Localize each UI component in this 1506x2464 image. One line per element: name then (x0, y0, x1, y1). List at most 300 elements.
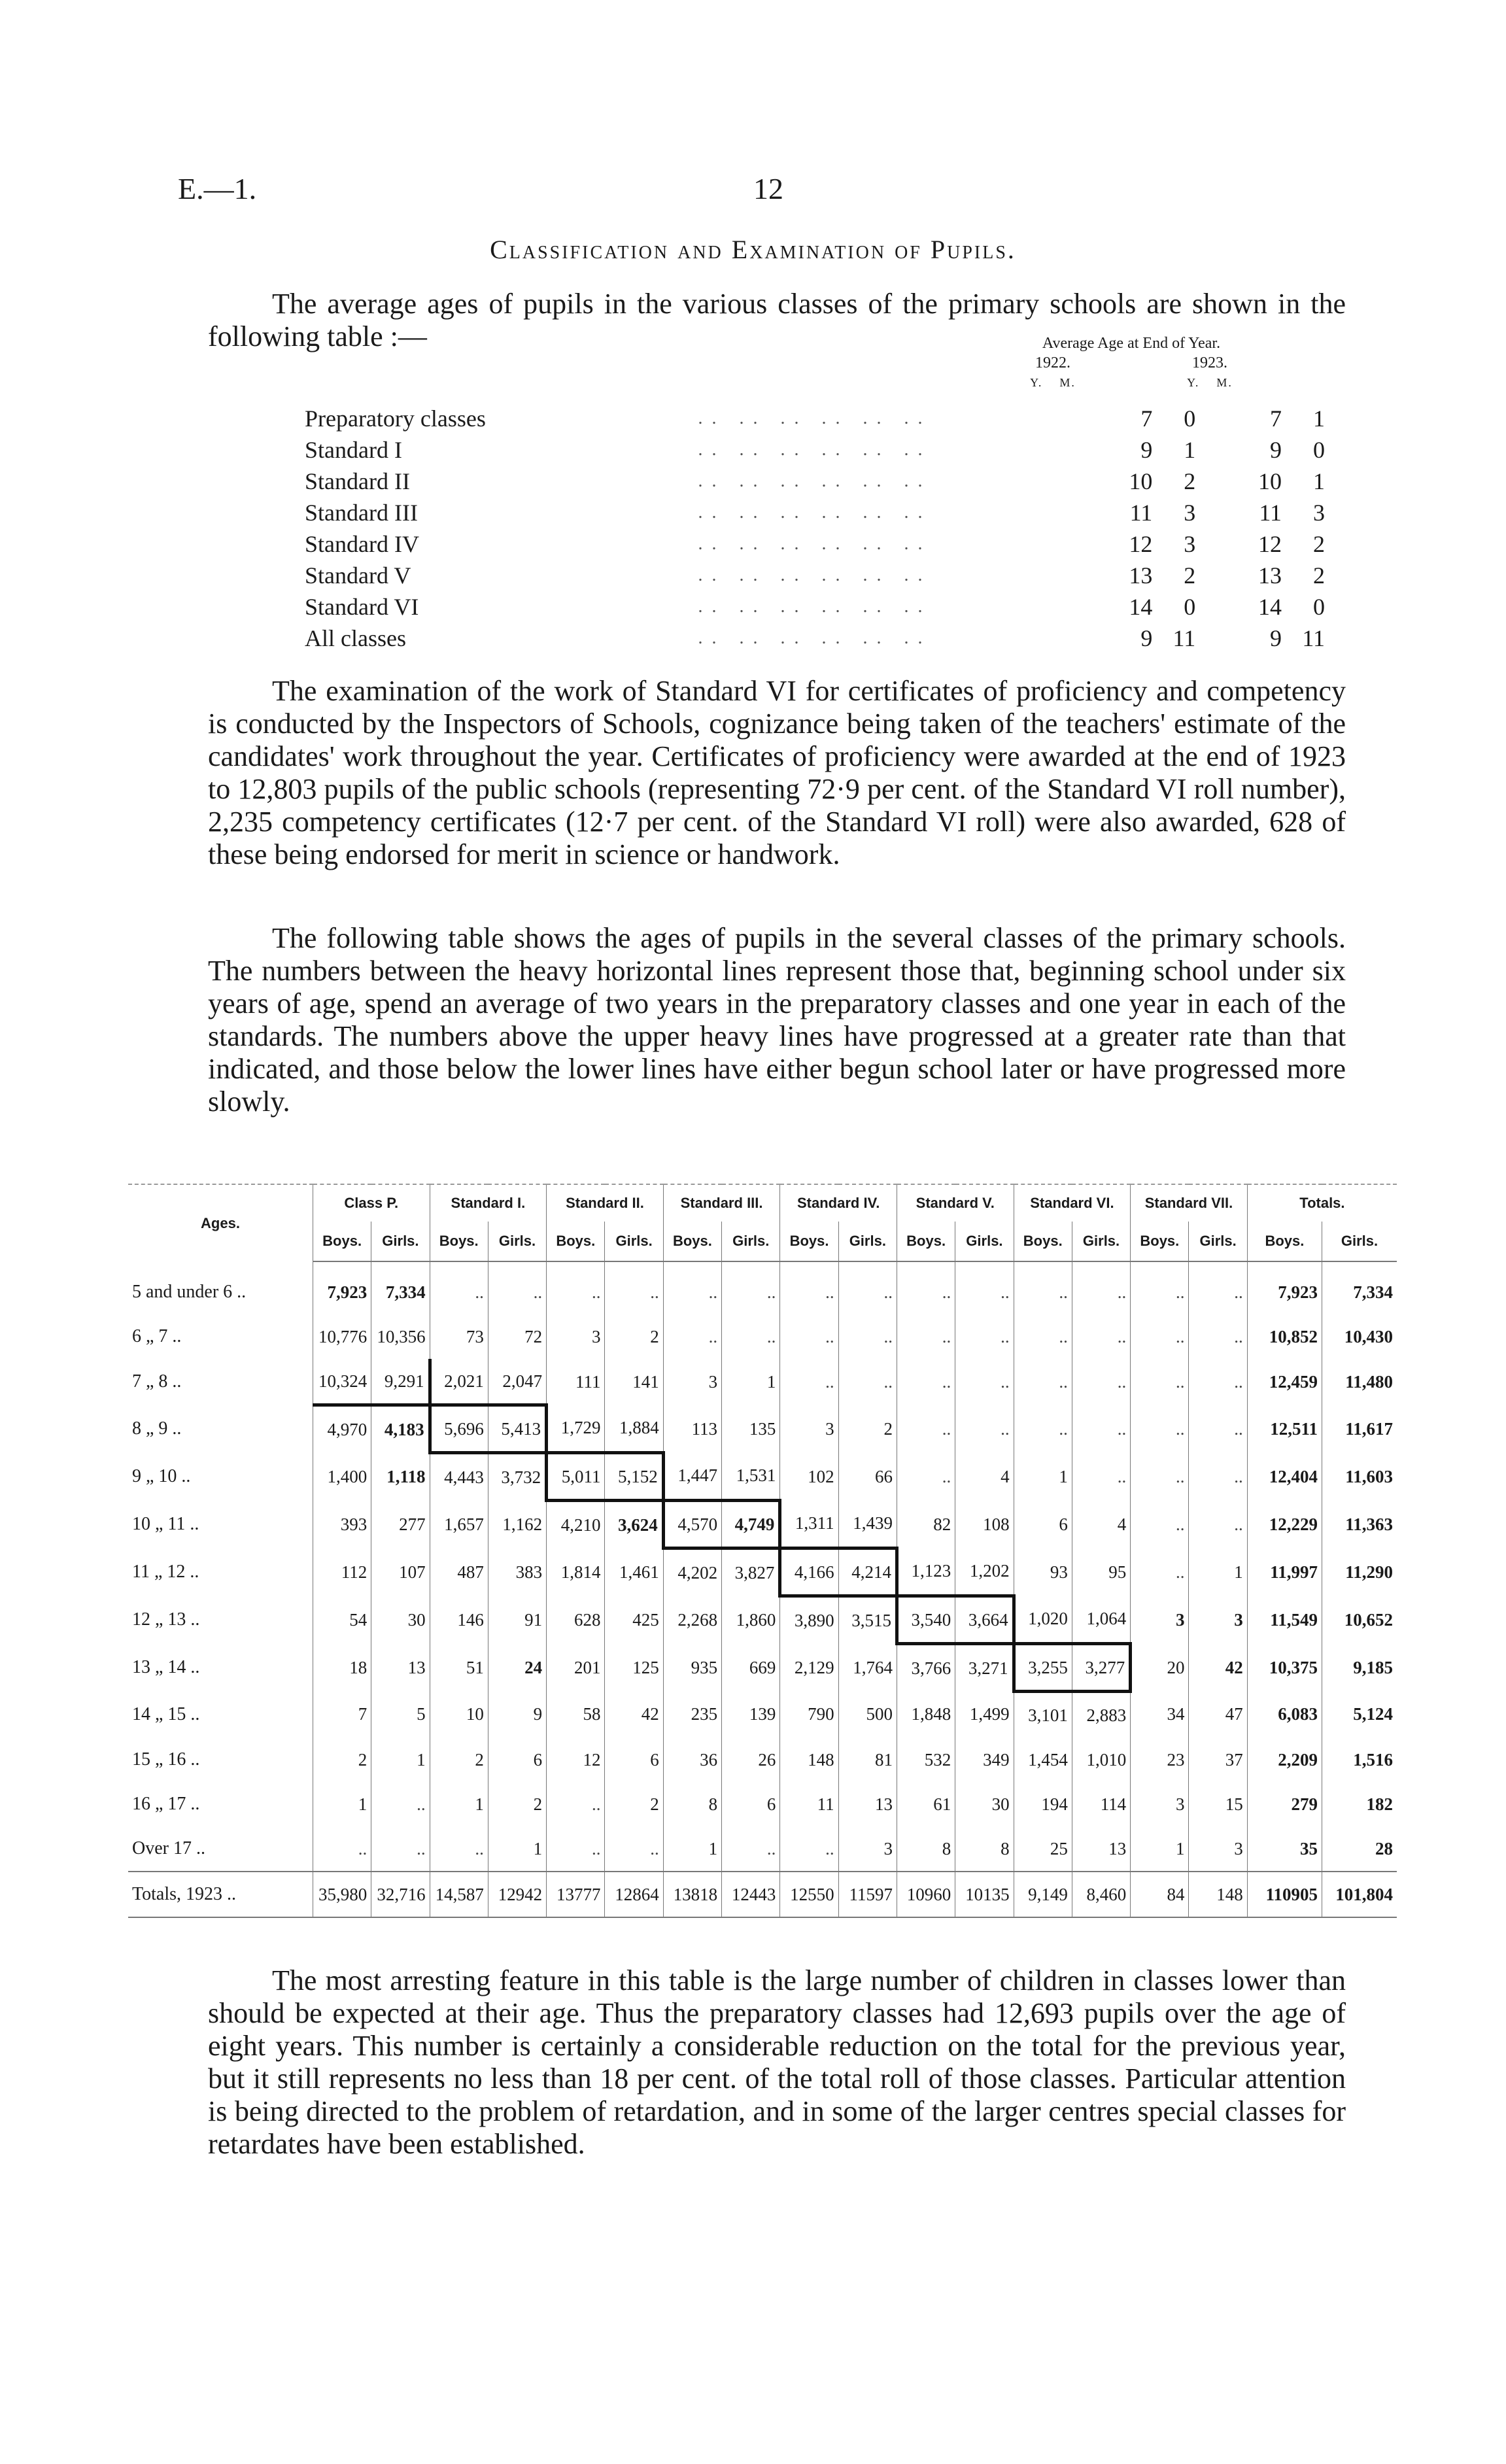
age-label: 5 and under 6 .. (132, 1281, 247, 1302)
boys-cell: 1 (313, 1782, 371, 1826)
age-value-y1922: 9 (1140, 437, 1153, 463)
age-label: Over 17 .. (132, 1838, 205, 1858)
girls-cell: 12864 (605, 1872, 663, 1917)
girls-cell: 2 (605, 1314, 663, 1359)
age-label: 6 „ 7 .. (132, 1326, 182, 1346)
age-value-m1922: 3 (1184, 500, 1196, 526)
table-row (128, 1737, 1397, 1782)
class-label: Standard V (305, 562, 411, 589)
average-age-row (305, 497, 1325, 528)
boys-cell: .. (780, 1359, 838, 1405)
age-value-m1923: 2 (1313, 531, 1325, 557)
boys-cell: .. (313, 1826, 371, 1872)
boys-cell: 1,311 (780, 1501, 838, 1549)
boys-cell: 3 (1131, 1782, 1189, 1826)
spacer (1195, 403, 1239, 434)
boys-cell: 4,166 (780, 1549, 838, 1596)
girls-cell: .. (371, 1782, 430, 1826)
table-row (128, 1314, 1397, 1359)
boys-cell: 8 (897, 1826, 955, 1872)
girls-cell: 3,277 (1072, 1644, 1130, 1692)
leader-dots: .. .. .. .. .. .. (698, 502, 932, 522)
leader-dots: .. .. .. .. .. .. (698, 534, 932, 554)
girls-cell: 4,214 (838, 1549, 897, 1596)
girls-cell: .. (838, 1261, 897, 1314)
ages-header: Ages. (128, 1184, 313, 1261)
group-header: Standard V. (897, 1184, 1014, 1222)
unit-y: Y. (1030, 376, 1043, 389)
class-label: Standard II (305, 468, 410, 494)
boys-cell: 3,890 (780, 1596, 838, 1644)
boys-cell: 7,923 (1247, 1261, 1322, 1314)
leader-dots: .. .. .. .. .. .. (698, 471, 932, 491)
age-label: 15 „ 16 .. (132, 1749, 200, 1770)
average-age-rows (305, 403, 1325, 654)
boys-cell: 1,123 (897, 1549, 955, 1596)
girls-cell: 13 (1072, 1826, 1130, 1872)
boys-header: Boys. (313, 1222, 371, 1261)
boys-cell: .. (547, 1261, 605, 1314)
age-label: 9 „ 10 .. (132, 1466, 191, 1486)
boys-cell: .. (1014, 1359, 1072, 1405)
girls-cell: 3,271 (955, 1644, 1014, 1692)
boys-cell: 1,020 (1014, 1596, 1072, 1644)
boys-cell: 11,549 (1247, 1596, 1322, 1644)
group-header: Standard VI. (1014, 1184, 1131, 1222)
group-header: Standard II. (547, 1184, 664, 1222)
age-value-m1922: 3 (1184, 531, 1196, 557)
group-header: Standard IV. (780, 1184, 897, 1222)
girls-cell: 1,162 (488, 1501, 546, 1549)
girls-cell: 383 (488, 1549, 546, 1596)
boys-cell: 1,447 (663, 1453, 721, 1501)
boys-cell: 12,511 (1247, 1405, 1322, 1453)
age-value-m1923: 3 (1313, 500, 1325, 526)
class-label: Standard IV (305, 531, 419, 557)
girls-cell: 349 (955, 1737, 1014, 1782)
boys-cell: 201 (547, 1644, 605, 1692)
age-label: Totals, 1923 .. (128, 1872, 313, 1917)
girls-cell: .. (1072, 1453, 1130, 1501)
girls-cell: 10,356 (371, 1314, 430, 1359)
boys-cell: 12 (547, 1737, 605, 1782)
boys-cell: 4,210 (547, 1501, 605, 1549)
girls-cell: 1,499 (955, 1692, 1014, 1738)
girls-cell: 5,413 (488, 1405, 546, 1453)
boys-cell: 3,540 (897, 1596, 955, 1644)
boys-cell: 51 (430, 1644, 488, 1692)
boys-cell: .. (663, 1314, 721, 1359)
group-header: Standard I. (430, 1184, 547, 1222)
age-label: 11 „ 12 .. (132, 1562, 199, 1582)
boys-cell: 111 (547, 1359, 605, 1405)
intro-text: The average ages of pupils in the various classes of the primary schools are shown in the following table :— (208, 288, 1346, 352)
boys-cell: 10 (430, 1692, 488, 1738)
age-label: 10 „ 11 .. (132, 1514, 199, 1534)
age-value-m1922: 11 (1172, 625, 1196, 651)
leader-dots: .. .. .. .. .. .. (698, 596, 932, 617)
leader-dots: .. .. .. .. .. .. (698, 439, 932, 460)
age-value-y1923: 11 (1259, 500, 1282, 526)
spacer (1195, 623, 1239, 654)
boys-cell: 5,011 (547, 1453, 605, 1501)
girls-cell: 13 (371, 1644, 430, 1692)
girls-cell: 3,664 (955, 1596, 1014, 1644)
girls-cell: 11,290 (1322, 1549, 1397, 1596)
girls-header: Girls. (955, 1222, 1014, 1261)
age-value-m1922: 0 (1184, 594, 1196, 620)
age-value-y1923: 9 (1270, 437, 1282, 463)
year-row (974, 353, 1288, 373)
boys-cell: 12550 (780, 1872, 838, 1917)
age-label: 16 „ 17 .. (132, 1794, 200, 1814)
boys-cell: .. (547, 1826, 605, 1872)
table-row (128, 1644, 1397, 1692)
boys-cell: .. (547, 1782, 605, 1826)
boys-cell: 146 (430, 1596, 488, 1644)
table-row (128, 1501, 1397, 1549)
girls-cell: 1 (371, 1737, 430, 1782)
boys-cell: 194 (1014, 1782, 1072, 1826)
girls-cell: 3,624 (605, 1501, 663, 1549)
girls-cell: 148 (1189, 1872, 1247, 1917)
average-age-caption-text: Average Age at End of Year. (1042, 335, 1221, 352)
girls-cell: 107 (371, 1549, 430, 1596)
totals-row (128, 1872, 1397, 1917)
girls-cell: 6 (722, 1782, 780, 1826)
age-value-m1923: 0 (1313, 437, 1325, 463)
girls-cell: 66 (838, 1453, 897, 1501)
group-header-row (128, 1184, 1397, 1222)
boys-cell: .. (1131, 1501, 1189, 1549)
ages-paragraph-text: The following table shows the ages of pupils in the several classes of the primary schools. The numbers between the heavy horizontal lines represent those that, beginning school under six years of age, spend an average of two years in the preparatory classes and one year in each of the standards. The numbers above the upper heavy lines have progressed at a greater rate than that indicated, and those below the lower lines have either begun school later or have progressed more slowly. (208, 922, 1346, 1118)
girls-cell: .. (1189, 1405, 1247, 1453)
group-header: Standard VII. (1131, 1184, 1248, 1222)
spacer (1195, 560, 1239, 591)
year-1922: 1922. (1035, 354, 1070, 371)
boys-cell: 12,459 (1247, 1359, 1322, 1405)
boys-cell: 10,324 (313, 1359, 371, 1405)
boys-cell: 73 (430, 1314, 488, 1359)
boys-cell: 35 (1247, 1826, 1322, 1872)
girls-cell: 2 (605, 1782, 663, 1826)
section-heading: Classification and Examination of Pupils. (490, 235, 1016, 264)
girls-cell: .. (722, 1314, 780, 1359)
age-value-y1923: 7 (1270, 405, 1282, 432)
boys-cell: .. (1131, 1314, 1189, 1359)
girls-cell: 30 (955, 1782, 1014, 1826)
girls-header: Girls. (371, 1222, 430, 1261)
average-age-row (305, 466, 1325, 497)
average-age-row (305, 403, 1325, 434)
boys-header: Boys. (430, 1222, 488, 1261)
boys-cell: .. (1131, 1453, 1189, 1501)
girls-cell: 125 (605, 1644, 663, 1692)
girls-cell: 7,334 (371, 1261, 430, 1314)
girls-cell: .. (838, 1359, 897, 1405)
girls-cell: 4,183 (371, 1405, 430, 1453)
girls-cell: 9,185 (1322, 1644, 1397, 1692)
boys-cell: 10,776 (313, 1314, 371, 1359)
average-age-row (305, 528, 1325, 560)
age-value-y1922: 9 (1140, 625, 1153, 651)
age-label: 8 „ 9 .. (132, 1418, 182, 1439)
girls-cell: 3 (1189, 1826, 1247, 1872)
boys-cell: 235 (663, 1692, 721, 1738)
girls-cell: 11597 (838, 1872, 897, 1917)
boys-cell: 532 (897, 1737, 955, 1782)
boys-cell: 4,202 (663, 1549, 721, 1596)
girls-cell: .. (1189, 1314, 1247, 1359)
girls-cell: 11,617 (1322, 1405, 1397, 1453)
boys-cell: 54 (313, 1596, 371, 1644)
girls-cell: 6 (488, 1737, 546, 1782)
boys-header: Boys. (897, 1222, 955, 1261)
girls-cell: 32,716 (371, 1872, 430, 1917)
girls-cell: 108 (955, 1501, 1014, 1549)
girls-cell: 72 (488, 1314, 546, 1359)
girls-cell: 1,010 (1072, 1737, 1130, 1782)
average-age-row (305, 434, 1325, 466)
girls-cell: .. (1189, 1501, 1247, 1549)
boys-cell: 3 (780, 1405, 838, 1453)
class-age-rows (128, 1261, 1397, 1917)
girls-cell: 1,884 (605, 1405, 663, 1453)
table-row (128, 1453, 1397, 1501)
average-age-row (305, 560, 1325, 591)
girls-cell: 5,152 (605, 1453, 663, 1501)
boys-cell: 11,997 (1247, 1549, 1322, 1596)
leader-dots: .. .. .. .. .. .. (698, 628, 932, 648)
girls-cell: 1 (722, 1359, 780, 1405)
age-value-y1923: 14 (1258, 594, 1282, 620)
age-value-m1923: 0 (1313, 594, 1325, 620)
girls-cell: 1 (1189, 1549, 1247, 1596)
boys-cell: 4,570 (663, 1501, 721, 1549)
page-number: 12 (753, 172, 783, 205)
boys-cell: 7,923 (313, 1261, 371, 1314)
boys-cell: 9,149 (1014, 1872, 1072, 1917)
girls-cell: 11,480 (1322, 1359, 1397, 1405)
unit-m: M. (1216, 376, 1233, 389)
boys-cell: 1,729 (547, 1405, 605, 1453)
retardation-paragraph (208, 1964, 1346, 2161)
girls-header: Girls. (1072, 1222, 1130, 1261)
boys-cell: 93 (1014, 1549, 1072, 1596)
girls-header: Girls. (1189, 1222, 1247, 1261)
age-label: 12 „ 13 .. (132, 1609, 200, 1630)
girls-cell: 6 (605, 1737, 663, 1782)
girls-cell: 1,531 (722, 1453, 780, 1501)
leader-dots: .. .. .. .. .. .. (698, 408, 932, 428)
girls-cell: 101,804 (1322, 1872, 1397, 1917)
girls-cell: .. (1072, 1261, 1130, 1314)
boys-cell: 58 (547, 1692, 605, 1738)
unit-pair-1923 (1187, 373, 1233, 392)
boys-cell: 2,209 (1247, 1737, 1322, 1782)
girls-cell: 2,883 (1072, 1692, 1130, 1738)
boys-cell: 8 (663, 1782, 721, 1826)
boys-cell: 5,696 (430, 1405, 488, 1453)
boys-cell: 7 (313, 1692, 371, 1738)
girls-cell: 15 (1189, 1782, 1247, 1826)
age-value-m1922: 1 (1184, 437, 1196, 463)
boys-cell: 20 (1131, 1644, 1189, 1692)
boys-cell: 10,852 (1247, 1314, 1322, 1359)
ages-paragraph (208, 922, 1346, 1118)
group-header: Class P. (313, 1184, 430, 1222)
average-age-table (305, 403, 1325, 654)
girls-cell: 1,860 (722, 1596, 780, 1644)
girls-cell: 30 (371, 1596, 430, 1644)
boys-cell: 23 (1131, 1737, 1189, 1782)
table-row (128, 1692, 1397, 1738)
girls-cell: 42 (605, 1692, 663, 1738)
boys-cell: 13777 (547, 1872, 605, 1917)
girls-cell: 28 (1322, 1826, 1397, 1872)
boys-cell: .. (897, 1359, 955, 1405)
boys-cell: 84 (1131, 1872, 1189, 1917)
boys-cell: 12,229 (1247, 1501, 1322, 1549)
boys-cell: 148 (780, 1737, 838, 1782)
boys-cell: 3 (1131, 1596, 1189, 1644)
age-value-y1922: 12 (1129, 531, 1153, 557)
boys-cell: .. (430, 1261, 488, 1314)
boys-cell: 112 (313, 1549, 371, 1596)
boys-cell: 1 (1131, 1826, 1189, 1872)
girls-cell: .. (1072, 1314, 1130, 1359)
report-reference: E.—1. (178, 172, 257, 205)
age-value-y1923: 12 (1258, 531, 1282, 557)
girls-header: Girls. (722, 1222, 780, 1261)
boys-cell: 1,454 (1014, 1737, 1072, 1782)
retardation-text: The most arresting feature in this table is the large number of children in classes lower than should be expected at their age. Thus the preparatory classes had 12,693 pupils over the age of eight years. This number is certainly a considerable reduction on the total for the previous year, but it still represents no less than 18 per cent. of the total roll of those classes. Particular attention is being directed to the problem of retardation, and in some of the larger centres special classes for retardates have been established. (208, 1964, 1346, 2160)
boys-cell: 790 (780, 1692, 838, 1738)
girls-cell: 7,334 (1322, 1261, 1397, 1314)
girls-cell: .. (1189, 1359, 1247, 1405)
average-age-caption (974, 334, 1288, 392)
boys-cell: 11 (780, 1782, 838, 1826)
girls-cell: 500 (838, 1692, 897, 1738)
girls-cell: .. (1072, 1405, 1130, 1453)
class-label: Standard III (305, 500, 418, 526)
examination-text: The examination of the work of Standard VI for certificates of proficiency and competency is conducted by the Inspectors of Schools, cognizance being taken of the teachers' estimate of the candidates' work throughout the year. Certificates of proficiency were awarded at the end of 1923 to 12,803 pupils of the public schools (representing 72·9 per cent. of the Standard VI roll number), 2,235 competency certificates (12·7 per cent. of the Standard VI roll) were also awarded, 628 of these being endorsed for merit in science or handwork. (208, 675, 1346, 870)
girls-cell: 1,439 (838, 1501, 897, 1549)
boys-header: Boys. (1247, 1222, 1322, 1261)
examination-paragraph (208, 675, 1346, 871)
girls-cell: 182 (1322, 1782, 1397, 1826)
age-label: 14 „ 15 .. (132, 1703, 200, 1724)
girls-cell: 1 (488, 1826, 546, 1872)
girls-cell: .. (722, 1826, 780, 1872)
table-row (128, 1826, 1397, 1872)
age-value-m1922: 2 (1184, 562, 1196, 589)
girls-cell: 9 (488, 1692, 546, 1738)
boys-cell: 3,255 (1014, 1644, 1072, 1692)
girls-cell: 24 (488, 1644, 546, 1692)
girls-cell: 114 (1072, 1782, 1130, 1826)
age-value-m1923: 2 (1313, 562, 1325, 589)
boys-cell: 4,443 (430, 1453, 488, 1501)
girls-header: Girls. (488, 1222, 546, 1261)
girls-cell: .. (605, 1826, 663, 1872)
girls-cell: 8 (955, 1826, 1014, 1872)
girls-cell: 1,764 (838, 1644, 897, 1692)
age-value-y1922: 14 (1129, 594, 1153, 620)
girls-cell: 11,363 (1322, 1501, 1397, 1549)
class-label: Standard VI (305, 594, 419, 620)
girls-cell: 139 (722, 1692, 780, 1738)
boys-cell: 935 (663, 1644, 721, 1692)
boys-cell: 36 (663, 1737, 721, 1782)
year-1923: 1923. (1192, 354, 1227, 371)
boys-header: Boys. (1014, 1222, 1072, 1261)
girls-cell: .. (1189, 1261, 1247, 1314)
girls-cell: 135 (722, 1405, 780, 1453)
class-label: All classes (305, 625, 406, 651)
unit-y: Y. (1187, 376, 1200, 389)
boys-cell: 1 (430, 1782, 488, 1826)
boys-header: Boys. (1131, 1222, 1189, 1261)
boys-cell: .. (1014, 1314, 1072, 1359)
girls-cell: 3,515 (838, 1596, 897, 1644)
boys-cell: 3 (663, 1359, 721, 1405)
girls-header: Girls. (1322, 1222, 1397, 1261)
girls-cell: 425 (605, 1596, 663, 1644)
age-value-m1923: 1 (1313, 468, 1325, 494)
boys-cell: 2 (430, 1737, 488, 1782)
boys-cell: 393 (313, 1501, 371, 1549)
boys-cell: 3,101 (1014, 1692, 1072, 1738)
age-value-y1923: 9 (1270, 625, 1282, 651)
boys-cell: 18 (313, 1644, 371, 1692)
unit-pair-1922 (1030, 373, 1076, 392)
girls-cell: 4 (1072, 1501, 1130, 1549)
girls-cell: 12942 (488, 1872, 546, 1917)
boys-cell: 61 (897, 1782, 955, 1826)
boys-cell: 1,848 (897, 1692, 955, 1738)
boys-cell: 1 (663, 1826, 721, 1872)
boys-cell: .. (663, 1261, 721, 1314)
boys-cell: .. (1131, 1359, 1189, 1405)
spacer (1195, 497, 1239, 528)
average-age-row (305, 623, 1325, 654)
girls-cell: 5 (371, 1692, 430, 1738)
boys-cell: .. (780, 1826, 838, 1872)
girls-cell: 3 (1189, 1596, 1247, 1644)
boys-cell: .. (897, 1405, 955, 1453)
girls-cell: 9,291 (371, 1359, 430, 1405)
girls-cell: 8,460 (1072, 1872, 1130, 1917)
table-row (128, 1782, 1397, 1826)
girls-cell: .. (1072, 1359, 1130, 1405)
girls-cell: 37 (1189, 1737, 1247, 1782)
girls-cell: .. (955, 1359, 1014, 1405)
girls-cell: 42 (1189, 1644, 1247, 1692)
boys-cell: .. (1131, 1261, 1189, 1314)
girls-cell: 10,430 (1322, 1314, 1397, 1359)
boys-cell: .. (1131, 1549, 1189, 1596)
girls-cell: 1,118 (371, 1453, 430, 1501)
boys-cell: .. (1014, 1405, 1072, 1453)
girls-cell: 10135 (955, 1872, 1014, 1917)
spacer (1195, 434, 1239, 466)
boys-cell: .. (897, 1261, 955, 1314)
unit-row (974, 373, 1288, 392)
boys-cell: .. (780, 1314, 838, 1359)
boys-header: Boys. (663, 1222, 721, 1261)
boys-cell: 2 (313, 1737, 371, 1782)
